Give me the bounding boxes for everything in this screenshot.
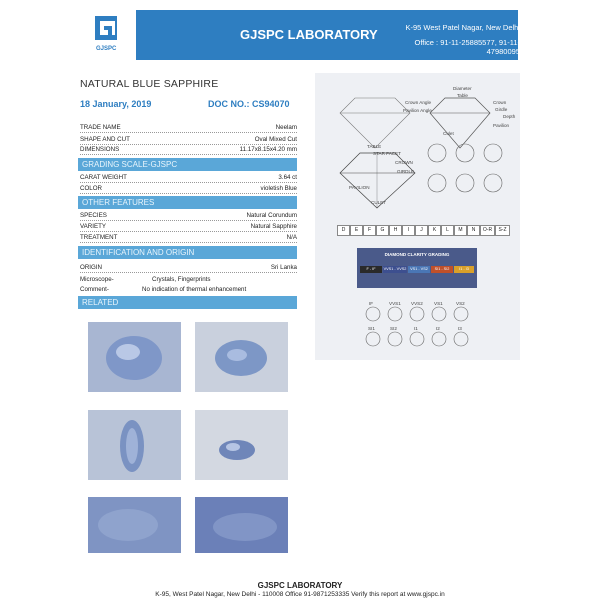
color-grade: G bbox=[376, 225, 389, 236]
other-key: VARIETY bbox=[80, 223, 107, 230]
color-grade: O-R bbox=[480, 225, 495, 236]
diamond-diagram-panel bbox=[315, 73, 520, 360]
other-value: N/A bbox=[286, 234, 297, 241]
clarity-icon-label: VVS2 bbox=[411, 301, 423, 306]
detail-row bbox=[80, 136, 297, 145]
diagram-label: Diameter bbox=[453, 86, 472, 91]
gem-closeup-photo bbox=[88, 497, 181, 553]
clarity-icon-label: I1 bbox=[414, 326, 418, 331]
detail-value: 11.17x8.15x4.20 mm bbox=[239, 146, 297, 153]
other-row bbox=[80, 234, 297, 243]
report-date: 18 January, 2019 bbox=[80, 99, 152, 109]
footer-lab-name: GJSPC LABORATORY bbox=[257, 581, 343, 590]
microscope-value: Crystals, Fingerprints bbox=[152, 276, 211, 283]
clarity-grading-box bbox=[357, 248, 477, 288]
clarity-grade: F - IF bbox=[360, 266, 382, 273]
color-grade: S-Z bbox=[495, 225, 510, 236]
lab-name: GJSPC LABORATORY bbox=[240, 27, 378, 42]
gem-photo bbox=[88, 322, 181, 392]
section-related: RELATED bbox=[78, 296, 297, 309]
clarity-grade: I1 - I3 bbox=[454, 266, 474, 273]
report-title: NATURAL BLUE SAPPHIRE bbox=[80, 78, 219, 90]
other-value: Natural Corundum bbox=[246, 212, 297, 219]
gem-photo bbox=[195, 410, 288, 480]
logo-icon bbox=[78, 10, 136, 60]
diagram-label: Crown Angle bbox=[405, 100, 432, 105]
clarity-grade: SI1 - SI2 bbox=[431, 266, 453, 273]
comment-key: Comment- bbox=[80, 286, 109, 293]
detail-row bbox=[80, 124, 297, 133]
color-grade: E bbox=[350, 225, 363, 236]
logo-text: GJSPC bbox=[96, 46, 117, 52]
color-grade: I bbox=[402, 225, 415, 236]
detail-key: SHAPE AND CUT bbox=[80, 136, 130, 143]
grading-value: 3.64 ct bbox=[278, 174, 297, 181]
grading-key: COLOR bbox=[80, 185, 103, 192]
diagram-label: Depth bbox=[503, 114, 516, 119]
detail-key: DIMENSIONS bbox=[80, 146, 120, 153]
clarity-icon-label: SI2 bbox=[390, 326, 397, 331]
lab-office: Office : 91-11-25885577, 91-11-47980095 bbox=[414, 38, 520, 56]
section-identification: IDENTIFICATION AND ORIGIN bbox=[78, 246, 297, 259]
gem-photo bbox=[195, 322, 288, 392]
diagram-label: Crown bbox=[493, 100, 507, 105]
other-key: TREATMENT bbox=[80, 234, 118, 241]
color-grade: F bbox=[363, 225, 376, 236]
origin-key: ORIGIN bbox=[80, 264, 103, 271]
clarity-title: DIAMOND CLARITY GRADING bbox=[384, 252, 450, 257]
diagram-label: TABLE bbox=[367, 144, 382, 149]
other-value: Natural Sapphire bbox=[250, 223, 297, 230]
clarity-icon-label: VVS1 bbox=[389, 301, 401, 306]
clarity-icon-label: IF bbox=[369, 301, 374, 306]
comment-value: No indication of thermal enhancement bbox=[142, 286, 247, 293]
diagram-label: Pavilion bbox=[493, 123, 510, 128]
diagram-label: CROWN bbox=[395, 160, 413, 165]
gem-closeup-photo bbox=[195, 497, 288, 553]
diagram-label: PAVILION bbox=[349, 185, 370, 190]
lab-address: K-95 West Patel Nagar, New Delhi bbox=[405, 23, 520, 32]
clarity-icon-label: I2 bbox=[436, 326, 440, 331]
diagram-label: Pavilion Angle bbox=[403, 108, 432, 113]
lab-logo bbox=[78, 10, 136, 60]
clarity-icon-label: VS2 bbox=[456, 301, 465, 306]
grading-row bbox=[80, 174, 297, 183]
detail-value: Oval Mixed Cut bbox=[254, 136, 297, 143]
clarity-grade: VVS1 - VVS2 bbox=[383, 267, 407, 271]
microscope-key: Microscope- bbox=[80, 276, 114, 283]
color-grade: H bbox=[389, 225, 402, 236]
gem-photo bbox=[88, 410, 181, 480]
color-grade: K bbox=[428, 225, 441, 236]
other-row bbox=[80, 223, 297, 232]
diagram-label: Girdle bbox=[495, 107, 508, 112]
section-other: OTHER FEATURES bbox=[78, 196, 297, 209]
detail-key: TRADE NAME bbox=[80, 124, 121, 131]
diagram-label: GIRDLE bbox=[397, 169, 415, 174]
detail-value: Neelam bbox=[275, 124, 297, 131]
color-grade: L bbox=[441, 225, 454, 236]
diagram-label: Culet bbox=[443, 131, 454, 136]
clarity-icon-label: VS1 bbox=[434, 301, 443, 306]
grading-key: CARAT WEIGHT bbox=[80, 174, 127, 181]
detail-row bbox=[80, 146, 297, 155]
other-key: SPECIES bbox=[80, 212, 107, 219]
color-grade: J bbox=[415, 225, 428, 236]
clarity-icon-label: I3 bbox=[458, 326, 462, 331]
clarity-grade: VS1 - VS2 bbox=[408, 266, 430, 273]
origin-row bbox=[80, 264, 297, 273]
color-grade: M bbox=[454, 225, 467, 236]
diagram-label: STAR FACET bbox=[373, 151, 401, 156]
clarity-icon-label: SI1 bbox=[368, 326, 375, 331]
grading-value: violetish Blue bbox=[260, 185, 297, 192]
diagram-label: CULET bbox=[371, 200, 387, 205]
footer-address: K-95, West Patel Nagar, New Delhi - 110008 Office 91-9871253335 Verify this report at www.gjspc.in bbox=[155, 591, 445, 598]
doc-number: DOC NO.: CS94070 bbox=[208, 99, 290, 109]
color-grade: D bbox=[337, 225, 350, 236]
other-row bbox=[80, 212, 297, 221]
section-grading: GRADING SCALE-GJSPC bbox=[78, 158, 297, 171]
color-grade: N bbox=[467, 225, 480, 236]
diagram-label: Table bbox=[457, 93, 468, 98]
diamond-cut-diagram-icon bbox=[315, 73, 520, 360]
grading-row bbox=[80, 185, 297, 194]
origin-value: Sri Lanka bbox=[270, 264, 297, 271]
